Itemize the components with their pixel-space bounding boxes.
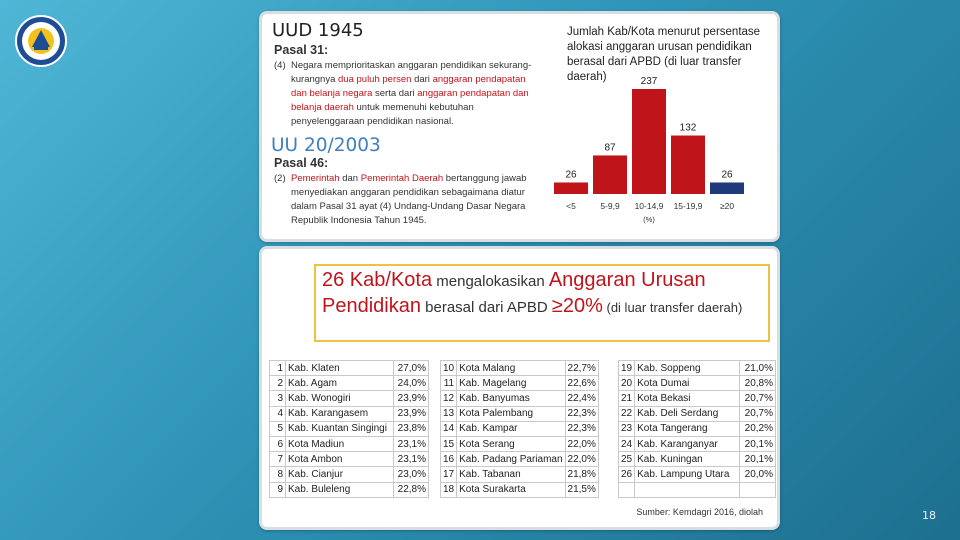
chart-title: Jumlah Kab/Kota menurut persentase alokasi anggaran urusan pendidikan berasal dari APBD (di luar transfer daerah) [567,26,761,83]
cell-pct: 23,1% [394,452,429,467]
cell-name: Kab. Banyumas [457,391,565,406]
uud-clause [274,59,544,133]
cell-pct: 23,9% [394,406,429,421]
table-row [619,436,776,451]
cell-pct: 22,4% [565,391,598,406]
uud-text-part: dari [411,74,433,85]
uud-text-part: dua puluh persen [338,74,412,85]
uu-title: UU 20/2003 [271,135,381,156]
cell-name: Kab. Wonogiri [286,391,394,406]
summary-callout [314,264,770,342]
table-row [441,436,599,451]
table-row [619,376,776,391]
cell-pct: 22,8% [394,482,429,497]
table-row [270,452,429,467]
cell-no: 20 [619,376,635,391]
district-table-col3 [618,360,776,498]
cell-no: 25 [619,452,635,467]
table-row [270,436,429,451]
table-row [270,391,429,406]
district-list-panel [259,246,780,530]
bar-value-label: 26 [721,169,733,181]
uu-pasal: Pasal 46: [274,156,329,170]
kemdikbud-logo [14,14,68,68]
uud-text-part: serta dari [372,88,418,99]
table-row [619,467,776,482]
cell-pct: 22,7% [565,361,598,376]
cell-no: 1 [270,361,286,376]
cell-no: 6 [270,436,286,451]
x-axis-label: (%) [643,215,655,224]
cell-name: Kab. Kampar [457,421,565,436]
cell-pct: 23,1% [394,436,429,451]
callout-subject: Anggaran Urusan Pendidikan [322,269,706,317]
cell-pct: 20,1% [740,452,776,467]
bar-3 [671,136,705,194]
cell-pct: 27,0% [394,361,429,376]
cell-name: Kota Surakarta [457,482,565,497]
cell-pct: 20,0% [740,467,776,482]
table-row [441,391,599,406]
district-table-col1 [269,360,429,498]
cell-pct: 20,2% [740,421,776,436]
cell-no: 21 [619,391,635,406]
cell-no: 15 [441,436,457,451]
cell-name: Kab. Magelang [457,376,565,391]
callout-threshold: ≥20% [551,295,603,317]
uud-text-part: untuk memenuhi kebutuhan penyelenggaraan pendidikan nasional. [291,102,474,127]
cell-pct: 23,8% [394,421,429,436]
cell-name: Kota Ambon [286,452,394,467]
cell-no: 26 [619,467,635,482]
cell-name: Kab. Tabanan [457,467,565,482]
uu-clause-number: (2) [274,173,286,184]
cell-no: 23 [619,421,635,436]
district-table-col2 [440,360,599,498]
cell-name: Kab. Soppeng [635,361,740,376]
cell-name: Kab. Buleleng [286,482,394,497]
bar-value-label: 237 [640,76,658,87]
cell-name: Kab. Karanganyar [635,436,740,451]
uu-clause-text [291,172,539,228]
uud-clause-text [291,59,539,129]
cell-no: 19 [619,361,635,376]
cell-pct: 20,7% [740,391,776,406]
cell-no: 22 [619,406,635,421]
uu-text-part: dan [339,173,361,184]
cell-no: 12 [441,391,457,406]
cell-no: 24 [619,436,635,451]
uu-text-part: bertanggung jawab menyediakan anggaran pendidikan sebagaimana diatur dalam Pasal 31 ayat (4) Undang-Undang Dasar Negara Republik Indonesia Tahun 1945. [291,173,527,226]
category-label: <5 [566,201,576,211]
uud-text-part: Negara memprioritaskan anggaran pendidikan sekurang-kurangnya [291,60,532,85]
bar-value-label: 132 [679,122,697,134]
cell-name: Kab. Padang Pariaman [457,452,565,467]
table-row [619,406,776,421]
table-row [270,376,429,391]
uud-title: UUD 1945 [272,20,364,41]
cell-no: 11 [441,376,457,391]
cell-name: Kota Madiun [286,436,394,451]
category-label: ≥20 [719,201,735,211]
table-row [441,482,599,497]
uu-text-part: Pemerintah Daerah [360,173,444,184]
table-row [619,452,776,467]
cell-name: Kab. Karangasem [286,406,394,421]
table-row [619,391,776,406]
cell-pct: 22,3% [565,421,598,436]
cell-name: Kab. Deli Serdang [635,406,740,421]
category-label: 5-9,9 [600,201,620,211]
bar-value-label: 87 [604,142,616,154]
source-note: Sumber: Kemdagri 2016, diolah [636,507,763,517]
bar-1 [593,155,627,194]
cell-name: Kota Palembang [457,406,565,421]
uud-text-part: anggaran pendapatan dan belanja negara [291,74,526,99]
cell-pct: 21,0% [740,361,776,376]
empty-cell [619,482,635,497]
table-row [441,406,599,421]
callout-verb: mengalokasikan [432,273,549,290]
cell-no: 8 [270,467,286,482]
cell-no: 7 [270,452,286,467]
cell-name: Kota Serang [457,436,565,451]
empty-cell [635,482,740,497]
cell-no: 14 [441,421,457,436]
cell-name: Kab. Kuantan Singingi [286,421,394,436]
empty-cell [740,482,776,497]
cell-name: Kab. Klaten [286,361,394,376]
table-row [441,467,599,482]
table-row [619,421,776,436]
callout-source: berasal dari APBD [420,299,552,316]
table-row [619,361,776,376]
cell-name: Kota Bekasi [635,391,740,406]
cell-no: 10 [441,361,457,376]
table-row [619,482,776,497]
table-row [441,452,599,467]
cell-pct: 21,8% [565,467,598,482]
cell-no: 16 [441,452,457,467]
page-number: 18 [922,509,936,522]
cell-pct: 23,9% [394,391,429,406]
table-row [270,361,429,376]
cell-no: 13 [441,406,457,421]
cell-no: 5 [270,421,286,436]
cell-name: Kab. Lampung Utara [635,467,740,482]
cell-name: Kota Malang [457,361,565,376]
cell-no: 9 [270,482,286,497]
category-label: 15-19,9 [673,201,703,211]
bar-4 [710,182,744,194]
cell-no: 17 [441,467,457,482]
category-label: 10-14,9 [634,201,664,211]
cell-no: 2 [270,376,286,391]
table-row [270,467,429,482]
cell-pct: 20,8% [740,376,776,391]
cell-pct: 22,6% [565,376,598,391]
table-row [270,482,429,497]
cell-pct: 22,0% [565,452,598,467]
bar-2 [632,89,666,194]
uu-text-part: Pemerintah [291,173,340,184]
cell-name: Kota Tangerang [635,421,740,436]
cell-pct: 22,3% [565,406,598,421]
bar-value-label: 26 [565,169,577,181]
cell-pct: 20,7% [740,406,776,421]
cell-pct: 23,0% [394,467,429,482]
cell-pct: 21,5% [565,482,598,497]
cell-no: 4 [270,406,286,421]
uu-clause [274,172,544,232]
cell-name: Kab. Agam [286,376,394,391]
cell-pct: 22,0% [565,436,598,451]
table-row [270,421,429,436]
cell-name: Kab. Cianjur [286,467,394,482]
callout-note: (di luar transfer daerah) [602,300,743,315]
cell-no: 3 [270,391,286,406]
bar-0 [554,182,588,194]
table-row [270,406,429,421]
callout-count: 26 Kab/Kota [322,269,433,291]
cell-name: Kota Dumai [635,376,740,391]
cell-pct: 20,1% [740,436,776,451]
uud-pasal: Pasal 31: [274,43,329,57]
table-row [441,421,599,436]
table-row [441,376,599,391]
cell-name: Kab. Kuningan [635,452,740,467]
uud-clause-number: (4) [274,60,286,71]
cell-pct: 24,0% [394,376,429,391]
uud-text-part: anggaran pendapatan dan belanja daerah [291,88,529,113]
legal-basis-panel [259,11,780,242]
cell-no: 18 [441,482,457,497]
table-row [441,361,599,376]
allocation-bar-chart [554,74,774,234]
